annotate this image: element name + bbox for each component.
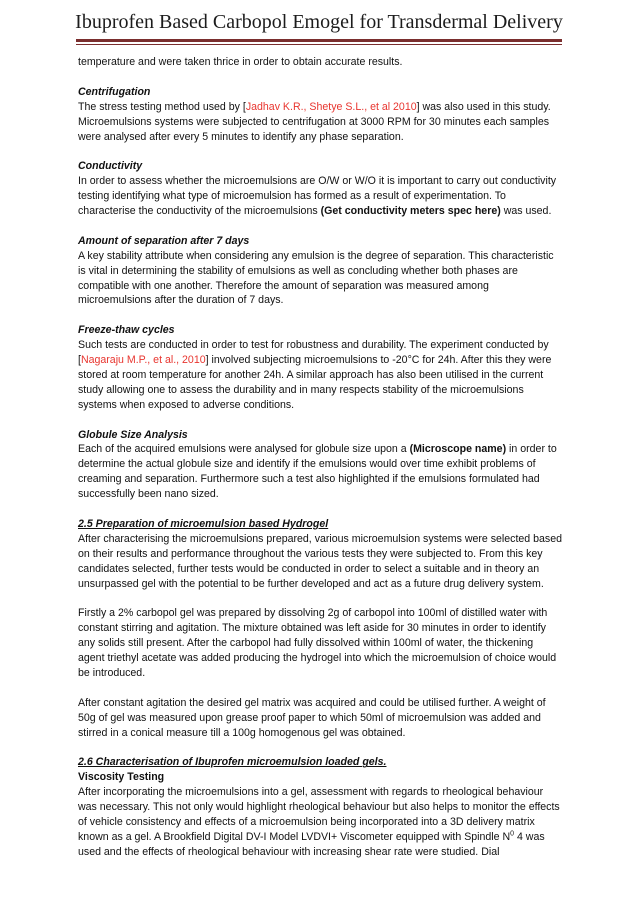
separation-section bbox=[78, 234, 562, 309]
centrifugation-section bbox=[78, 85, 562, 145]
globule-section bbox=[78, 428, 562, 503]
conductivity-heading: Conductivity bbox=[78, 160, 143, 173]
conductivity-text-1: In order to assess whether the microemulsions are O/W or W/O it is important to carry out conductivity testing identifying what type of microemulsion has formed as a result of experimentation. To characterise the conductivity of the microemulsions bbox=[78, 175, 557, 218]
document-body bbox=[78, 55, 562, 875]
freeze-thaw-section bbox=[78, 323, 562, 412]
globule-text-2: in order to determine the actual globule size and identify if the emulsions would over time exhibit problems of creaming and separation. Furthermore such a test also highlighted if the emulsions formulated had successfully been nano sized. bbox=[78, 443, 557, 501]
section-2-5-paragraph-2: Firstly a 2% carbopol gel was prepared by dissolving 2g of carbopol into 100ml of distilled water with constant stirring and agitation. The mixture obtained was left aside for 30 minutes in order to identify any solids still present. After the carbopol had fully dissolved within 100ml of water, the thickening agent triethyl acetate was added producing the hydrogel into which the microemulsion of choice would be introduced. bbox=[78, 607, 557, 680]
separation-heading: Amount of separation after 7 days bbox=[78, 234, 250, 247]
globule-text-1: Each of the acquired emulsions were analysed for globule size upon a bbox=[78, 443, 410, 456]
viscosity-text-2: 4 was used and the effects of rheological behaviour with increasing shear rate were studied. Dial bbox=[78, 830, 545, 858]
viscosity-text-1: After incorporating the microemulsions into a gel, assessment with regards to rheological behaviour was necessary. This not only would highlight rheological behaviour but also helps to monitor the effects of vehicle consistency and effects of a microemulsion being incorporated into a 3D delivery matrix known as a gel. A Brookfield Digital DV-I Model LVDVI+ Viscometer equipped with Spindle N bbox=[78, 786, 560, 843]
freeze-thaw-text-2: ] involved subjecting microemulsions to -20°C for 24h. After this they were stored at room temperature for another 24h. A similar approach has also been utilised in the current study allowing one to assess the durability and in many respects stability of the microemulsions systems when exposed to adverse conditions. bbox=[78, 354, 552, 411]
section-2-5-paragraph-3: After constant agitation the desired gel matrix was acquired and could be utilised further. A weight of 50g of gel was measured upon grease proof paper to which 50ml of microemulsion was added and stirred in a conical measure till a 100g homogenous gel was obtained. bbox=[78, 696, 546, 739]
freeze-thaw-text-1: Such tests are conducted in order to test for robustness and durability. The experiment conducted by [ bbox=[78, 339, 549, 367]
intro-paragraph: temperature and were taken thrice in order to obtain accurate results. bbox=[78, 56, 403, 68]
freeze-thaw-heading: Freeze-thaw cycles bbox=[78, 324, 175, 337]
globule-heading: Globule Size Analysis bbox=[78, 428, 188, 441]
running-header-title: Ibuprofen Based Carbopol Emogel for Transdermal Delivery bbox=[75, 11, 563, 33]
section-2-5 bbox=[78, 517, 562, 592]
centrifugation-text-1: The stress testing method used by [ bbox=[78, 100, 246, 113]
centrifugation-heading: Centrifugation bbox=[78, 85, 151, 98]
header-rule-thin bbox=[76, 44, 562, 45]
section-2-5-heading: 2.5 Preparation of microemulsion based Hydrogel bbox=[78, 518, 329, 530]
viscosity-heading: Viscosity Testing bbox=[78, 771, 165, 784]
section-2-5-paragraph-1: After characterising the microemulsions prepared, various microemulsion systems were selected based on their results and performance throughout the various tests they were subjected to. From this key candidates selected, further tests would be conducted in order to select a suitable and in theory an unsurpassed gel with the potential to be further developed and act as a future drug delivery system. bbox=[78, 532, 562, 590]
section-2-6-heading: 2.6 Characterisation of Ibuprofen microemulsion loaded gels. bbox=[78, 756, 387, 769]
spindle-superscript: 0 bbox=[510, 830, 515, 838]
citation-link-jadhav[interactable]: Jadhav K.R., Shetye S.L., et al 2010 bbox=[245, 100, 417, 113]
conductivity-text-2: was used. bbox=[500, 205, 552, 218]
microscope-placeholder: (Microscope name) bbox=[409, 443, 507, 456]
header-rule-thick bbox=[76, 39, 562, 42]
citation-link-nagaraju[interactable]: Nagaraju M.P., et al., 2010 bbox=[80, 354, 206, 367]
centrifugation-text-2: ] was also used in this study. Microemulsions systems were subjected to centrifugation at 3000 RPM for 30 minutes each samples were analysed after every 5 minutes to identify any phase separation. bbox=[78, 100, 551, 143]
conductivity-placeholder: (Get conductivity meters spec here) bbox=[320, 205, 501, 218]
separation-text: A key stability attribute when considering any emulsion is the degree of separation. This characteristic is vital in determining the stability of emulsions as well as concluding whether both phases are compatible with one another. Therefore the amount of separation was measured among microemulsions after the duration of 7 days. bbox=[78, 249, 554, 307]
section-2-6 bbox=[78, 755, 562, 859]
conductivity-section bbox=[78, 159, 562, 219]
